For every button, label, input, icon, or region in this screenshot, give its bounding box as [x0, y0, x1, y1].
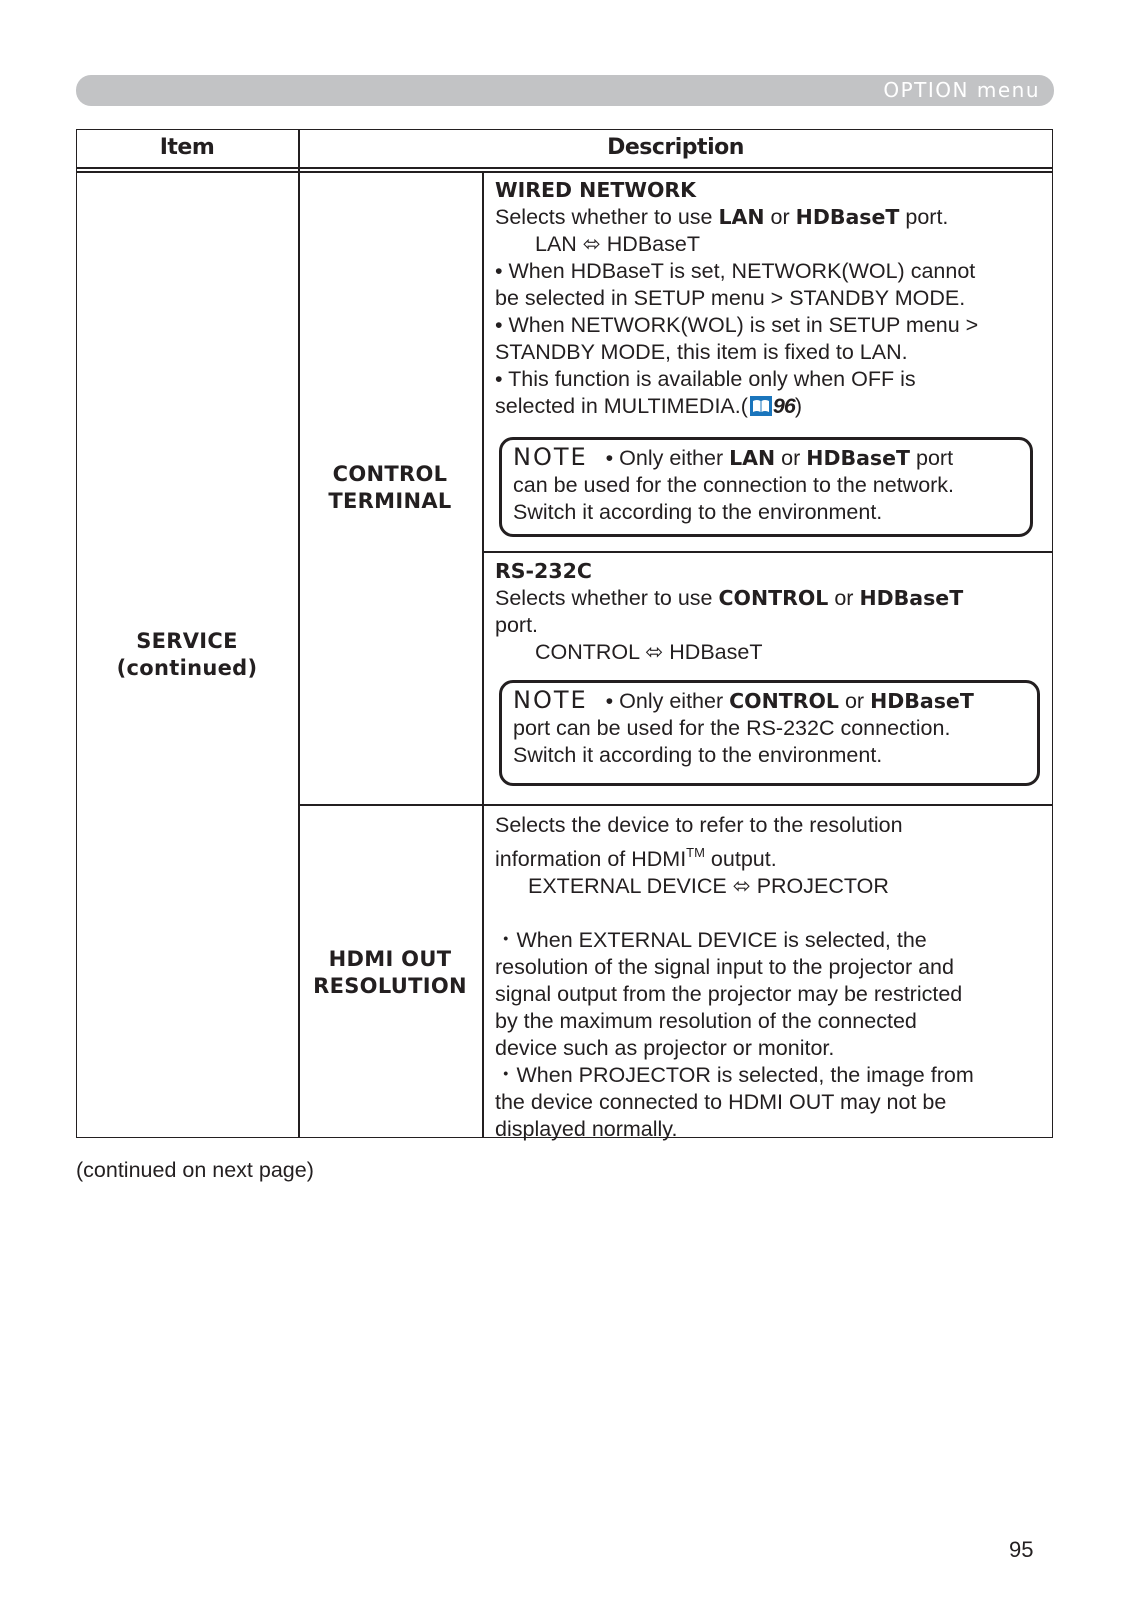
- subitem-label-control-terminal: CONTROL TERMINAL: [328, 462, 452, 513]
- section-header-bar: [76, 75, 1054, 106]
- note-box-rs232c: NOTE • Only either CONTROL or HDBaseT port can be used for the RS-232C connection. Switch it according to the environment.: [499, 680, 1040, 786]
- header-rule-bottom: [76, 171, 1053, 173]
- note-box-wired-network: NOTE • Only either LAN or HDBaseT port can be used for the connection to the network. Switch it according to the environment.: [499, 437, 1033, 537]
- continued-note: (continued on next page): [76, 1158, 314, 1182]
- hdmi-out-resolution-description: Selects the device to refer to the resolution information of HDMI™ output. EXTERNAL DEVICE ⬄ PROJECTOR ・When EXTERNAL DEVICE is selected, the resolution of the signal input to the projector and signal output from the projector may be restricted by the maximum resolution of the connected device such as projector or monitor. ・When PROJECTOR is selected, the image from the device connected to HDMI OUT may not be displayed normally.: [495, 813, 974, 1141]
- trademark-superscript: TM: [686, 845, 705, 860]
- book-icon: [750, 396, 772, 416]
- wired-network-heading: WIRED NETWORK: [495, 178, 697, 202]
- subitem-label-hdmi-out-resolution: HDMI OUT RESOLUTION: [313, 947, 467, 998]
- wired-network-options: LAN ⬄ HDBaseT: [535, 232, 700, 256]
- column-header-description: Description: [607, 135, 744, 160]
- wired-rs232-divider: [482, 551, 1053, 553]
- wired-network-line1: Selects whether to use LAN or HDBaseT port.: [495, 205, 949, 229]
- rs232c-options: CONTROL ⬄ HDBaseT: [535, 640, 763, 664]
- note-label: NOTE: [513, 686, 588, 714]
- multimedia-reference-line: selected in MULTIMEDIA.( 96): [495, 394, 802, 418]
- header-rule-top: [76, 167, 1053, 169]
- item-label-service: SERVICE (continued): [116, 629, 258, 680]
- page-number: 95: [1009, 1537, 1034, 1562]
- rs232c-description: RS-232C Selects whether to use CONTROL or HDBaseT port. CONTROL ⬄ HDBaseT: [495, 559, 964, 664]
- section-label: OPTION menu: [883, 78, 1040, 102]
- page-reference-link[interactable]: 96: [772, 394, 795, 418]
- rs232c-heading: RS-232C: [495, 559, 592, 583]
- note-label: NOTE: [513, 443, 588, 471]
- hdmi-out-options: EXTERNAL DEVICE ⬄ PROJECTOR: [528, 874, 889, 898]
- column-header-item: Item: [159, 135, 215, 160]
- description-column-divider: [482, 171, 484, 1138]
- wired-network-description: WIRED NETWORK Selects whether to use LAN or HDBaseT port. LAN ⬄ HDBaseT • When HDBaseT is set, NETWORK(WOL) cannot be selected in SETUP menu > STANDBY MODE. • When NETWORK(WOL) is set in SETUP menu > STANDBY MODE, this item is fixed to LAN. • This function is available only when OFF is selected in MULTIMEDIA.( 96): [495, 178, 979, 418]
- control-hdmi-divider: [298, 804, 1053, 806]
